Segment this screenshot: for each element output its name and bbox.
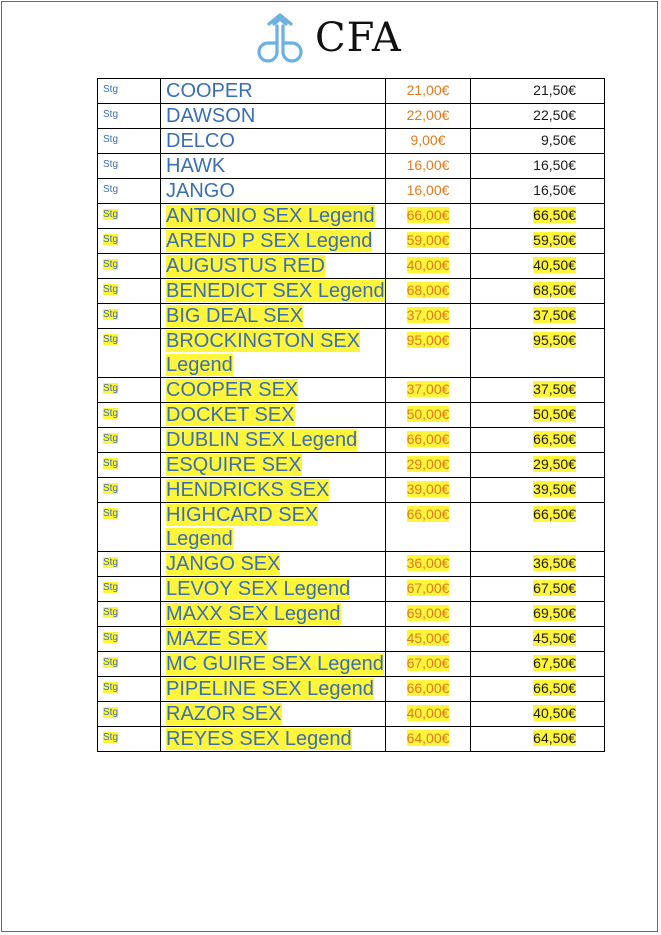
price-old: 37,00€ (406, 381, 450, 397)
item-code-cell (98, 652, 161, 677)
price-new-cell (471, 428, 605, 453)
item-code: Stg (103, 483, 119, 494)
price-old-cell (386, 627, 471, 652)
item-code: Stg (103, 209, 119, 220)
table-row (98, 478, 605, 503)
item-code: Stg (103, 383, 119, 394)
item-code-cell (98, 677, 161, 702)
price-new: 66,50€ (533, 431, 576, 447)
item-name: AREND P SEX Legend (166, 230, 373, 252)
price-new-cell (471, 727, 605, 752)
price-old: 21,00€ (406, 82, 450, 98)
item-name-cell (161, 378, 386, 403)
price-old: 59,00€ (406, 232, 450, 248)
item-name-cell (161, 602, 386, 627)
price-old: 66,00€ (406, 431, 450, 447)
table-row (98, 154, 605, 179)
price-new: 66,50€ (533, 506, 576, 522)
item-name: BROCKINGTON SEX Legend (166, 330, 361, 376)
item-name-cell (161, 727, 386, 752)
item-code: Stg (103, 259, 119, 270)
price-new-cell (471, 627, 605, 652)
item-code-cell (98, 204, 161, 229)
price-new-cell (471, 552, 605, 577)
item-name-cell (161, 428, 386, 453)
price-new-cell (471, 329, 605, 378)
price-new-cell (471, 602, 605, 627)
item-name: ANTONIO SEX Legend (166, 205, 375, 227)
price-new: 40,50€ (533, 705, 576, 721)
price-old-cell (386, 577, 471, 602)
price-new-cell (471, 179, 605, 204)
item-name-cell (161, 254, 386, 279)
price-old: 22,00€ (406, 107, 450, 123)
item-name: COOPER SEX (166, 379, 299, 401)
item-name-cell (161, 329, 386, 378)
price-old-cell (386, 702, 471, 727)
item-code-cell (98, 154, 161, 179)
item-name: REYES SEX Legend (166, 728, 352, 750)
item-name: RAZOR SEX (166, 703, 282, 725)
price-new-cell (471, 378, 605, 403)
item-name-cell (161, 453, 386, 478)
item-name-cell (161, 503, 386, 552)
price-new-cell (471, 279, 605, 304)
item-name-cell (161, 577, 386, 602)
table-row (98, 329, 605, 378)
price-old: 95,00€ (406, 332, 450, 348)
item-code: Stg (103, 458, 119, 469)
price-new: 37,50€ (533, 381, 576, 397)
price-new: 39,50€ (533, 481, 576, 497)
item-name-cell (161, 229, 386, 254)
item-name: DAWSON (166, 105, 256, 127)
item-code-cell (98, 279, 161, 304)
item-code: Stg (103, 159, 119, 170)
price-new-cell (471, 478, 605, 503)
item-code-cell (98, 627, 161, 652)
price-new: 29,50€ (533, 456, 576, 472)
item-name-cell (161, 279, 386, 304)
item-code-cell (98, 428, 161, 453)
price-old-cell (386, 453, 471, 478)
item-name-cell (161, 478, 386, 503)
price-new: 68,50€ (533, 282, 576, 298)
item-name: BENEDICT SEX Legend (166, 280, 385, 302)
item-code: Stg (103, 582, 119, 593)
cfa-logo-icon (255, 12, 305, 64)
item-code-cell (98, 727, 161, 752)
item-code-cell (98, 329, 161, 378)
price-new-cell (471, 677, 605, 702)
price-old: 64,00€ (406, 730, 450, 746)
price-old-cell (386, 602, 471, 627)
item-code-cell (98, 602, 161, 627)
item-name-cell (161, 677, 386, 702)
table-row (98, 702, 605, 727)
table-row (98, 552, 605, 577)
table-row (98, 503, 605, 552)
item-code: Stg (103, 408, 119, 419)
price-old: 66,00€ (406, 506, 450, 522)
price-old-cell (386, 552, 471, 577)
item-name-cell (161, 552, 386, 577)
item-code-cell (98, 453, 161, 478)
price-old-cell (386, 154, 471, 179)
price-new: 45,50€ (533, 630, 576, 646)
price-old-cell (386, 403, 471, 428)
table-row (98, 577, 605, 602)
item-code: Stg (103, 632, 119, 643)
price-old-cell (386, 428, 471, 453)
price-old-cell (386, 503, 471, 552)
item-name: MAXX SEX Legend (166, 603, 341, 625)
item-name-cell (161, 652, 386, 677)
price-old: 45,00€ (406, 630, 450, 646)
table-row (98, 229, 605, 254)
table-row (98, 279, 605, 304)
table-row (98, 129, 605, 154)
price-new: 69,50€ (533, 605, 576, 621)
price-new-cell (471, 577, 605, 602)
price-old-cell (386, 104, 471, 129)
item-code-cell (98, 129, 161, 154)
item-name: HENDRICKS SEX (166, 479, 330, 501)
price-old: 40,00€ (406, 257, 450, 273)
item-name-cell (161, 204, 386, 229)
table-row (98, 428, 605, 453)
price-old-cell (386, 329, 471, 378)
item-code: Stg (103, 682, 119, 693)
item-name-cell (161, 702, 386, 727)
item-code: Stg (103, 732, 119, 743)
price-old-cell (386, 279, 471, 304)
price-new-cell (471, 453, 605, 478)
item-name: JANGO (166, 180, 235, 202)
price-old: 9,00€ (410, 132, 446, 148)
item-name: MAZE SEX (166, 628, 268, 650)
table-row (98, 104, 605, 129)
item-name: DOCKET SEX (166, 404, 295, 426)
table-row (98, 627, 605, 652)
price-old-cell (386, 254, 471, 279)
price-new-cell (471, 652, 605, 677)
price-old: 66,00€ (406, 680, 450, 696)
price-old: 29,00€ (406, 456, 450, 472)
price-new: 95,50€ (533, 332, 576, 348)
table-row (98, 403, 605, 428)
item-code: Stg (103, 309, 119, 320)
item-code: Stg (103, 134, 119, 145)
item-name: LEVOY SEX Legend (166, 578, 351, 600)
price-new-cell (471, 229, 605, 254)
price-old-cell (386, 204, 471, 229)
price-old: 39,00€ (406, 481, 450, 497)
table-row (98, 179, 605, 204)
price-new-cell (471, 204, 605, 229)
table-row (98, 727, 605, 752)
item-name-cell (161, 179, 386, 204)
price-old: 68,00€ (406, 282, 450, 298)
item-code: Stg (103, 284, 119, 295)
price-new-cell (471, 403, 605, 428)
item-code-cell (98, 179, 161, 204)
price-old: 69,00€ (406, 605, 450, 621)
item-name-cell (161, 104, 386, 129)
item-name: JANGO SEX (166, 553, 281, 575)
item-code-cell (98, 577, 161, 602)
price-new: 66,50€ (533, 680, 576, 696)
item-name: BIG DEAL SEX (166, 305, 304, 327)
table-row (98, 453, 605, 478)
price-old: 16,00€ (406, 157, 450, 173)
price-old-cell (386, 179, 471, 204)
item-code-cell (98, 254, 161, 279)
price-new: 59,50€ (533, 232, 576, 248)
item-code: Stg (103, 707, 119, 718)
item-code-cell (98, 79, 161, 104)
price-old: 40,00€ (406, 705, 450, 721)
item-name: MC GUIRE SEX Legend (166, 653, 384, 675)
table-row (98, 677, 605, 702)
item-code: Stg (103, 433, 119, 444)
price-old-cell (386, 478, 471, 503)
item-name-cell (161, 129, 386, 154)
item-code-cell (98, 552, 161, 577)
item-name-cell (161, 79, 386, 104)
item-code: Stg (103, 607, 119, 618)
price-old-cell (386, 129, 471, 154)
price-new-cell (471, 702, 605, 727)
price-old: 67,00€ (406, 655, 450, 671)
price-new: 37,50€ (533, 307, 576, 323)
price-new: 67,50€ (533, 655, 576, 671)
price-old-cell (386, 229, 471, 254)
price-new: 16,50€ (533, 182, 576, 198)
price-old: 37,00€ (406, 307, 450, 323)
item-code: Stg (103, 84, 119, 95)
table-row (98, 254, 605, 279)
item-name: COOPER (166, 80, 253, 102)
price-old: 66,00€ (406, 207, 450, 223)
item-name: HAWK (166, 155, 226, 177)
price-new: 36,50€ (533, 555, 576, 571)
item-name: AUGUSTUS RED (166, 255, 325, 277)
item-code: Stg (103, 657, 119, 668)
item-name: ESQUIRE SEX (166, 454, 302, 476)
price-new-cell (471, 154, 605, 179)
item-name-cell (161, 627, 386, 652)
price-new: 16,50€ (533, 157, 576, 173)
price-new-cell (471, 104, 605, 129)
item-code-cell (98, 104, 161, 129)
item-name: HIGHCARD SEX Legend (166, 504, 319, 550)
table-row (98, 79, 605, 104)
price-new-cell (471, 129, 605, 154)
price-new-cell (471, 79, 605, 104)
item-code-cell (98, 304, 161, 329)
price-new: 9,50€ (540, 132, 576, 148)
item-name: PIPELINE SEX Legend (166, 678, 374, 700)
item-code: Stg (103, 557, 119, 568)
table-row (98, 652, 605, 677)
item-name-cell (161, 154, 386, 179)
table-row (98, 378, 605, 403)
item-code-cell (98, 378, 161, 403)
price-old: 36,00€ (406, 555, 450, 571)
table-row (98, 204, 605, 229)
item-name-cell (161, 304, 386, 329)
price-new: 21,50€ (533, 82, 576, 98)
price-new-cell (471, 254, 605, 279)
price-table (97, 78, 605, 752)
item-code-cell (98, 229, 161, 254)
item-code-cell (98, 702, 161, 727)
price-new: 64,50€ (533, 730, 576, 746)
price-new: 66,50€ (533, 207, 576, 223)
price-old-cell (386, 727, 471, 752)
price-new: 67,50€ (533, 580, 576, 596)
price-old-cell (386, 677, 471, 702)
item-code: Stg (103, 109, 119, 120)
item-name-cell (161, 403, 386, 428)
item-name: DUBLIN SEX Legend (166, 429, 358, 451)
logo-text: CFA (315, 15, 402, 61)
price-old: 50,00€ (406, 406, 450, 422)
table-row (98, 602, 605, 627)
item-code-cell (98, 503, 161, 552)
price-new-cell (471, 503, 605, 552)
price-old-cell (386, 378, 471, 403)
price-old: 16,00€ (406, 182, 450, 198)
price-old-cell (386, 304, 471, 329)
table-row (98, 304, 605, 329)
item-code: Stg (103, 508, 119, 519)
item-code: Stg (103, 334, 119, 345)
price-old-cell (386, 79, 471, 104)
price-new-cell (471, 304, 605, 329)
item-code: Stg (103, 184, 119, 195)
price-new: 50,50€ (533, 406, 576, 422)
logo (255, 12, 402, 64)
item-code-cell (98, 478, 161, 503)
item-name: DELCO (166, 130, 235, 152)
price-old-cell (386, 652, 471, 677)
price-new: 40,50€ (533, 257, 576, 273)
price-new: 22,50€ (533, 107, 576, 123)
item-code: Stg (103, 234, 119, 245)
price-old: 67,00€ (406, 580, 450, 596)
item-code-cell (98, 403, 161, 428)
